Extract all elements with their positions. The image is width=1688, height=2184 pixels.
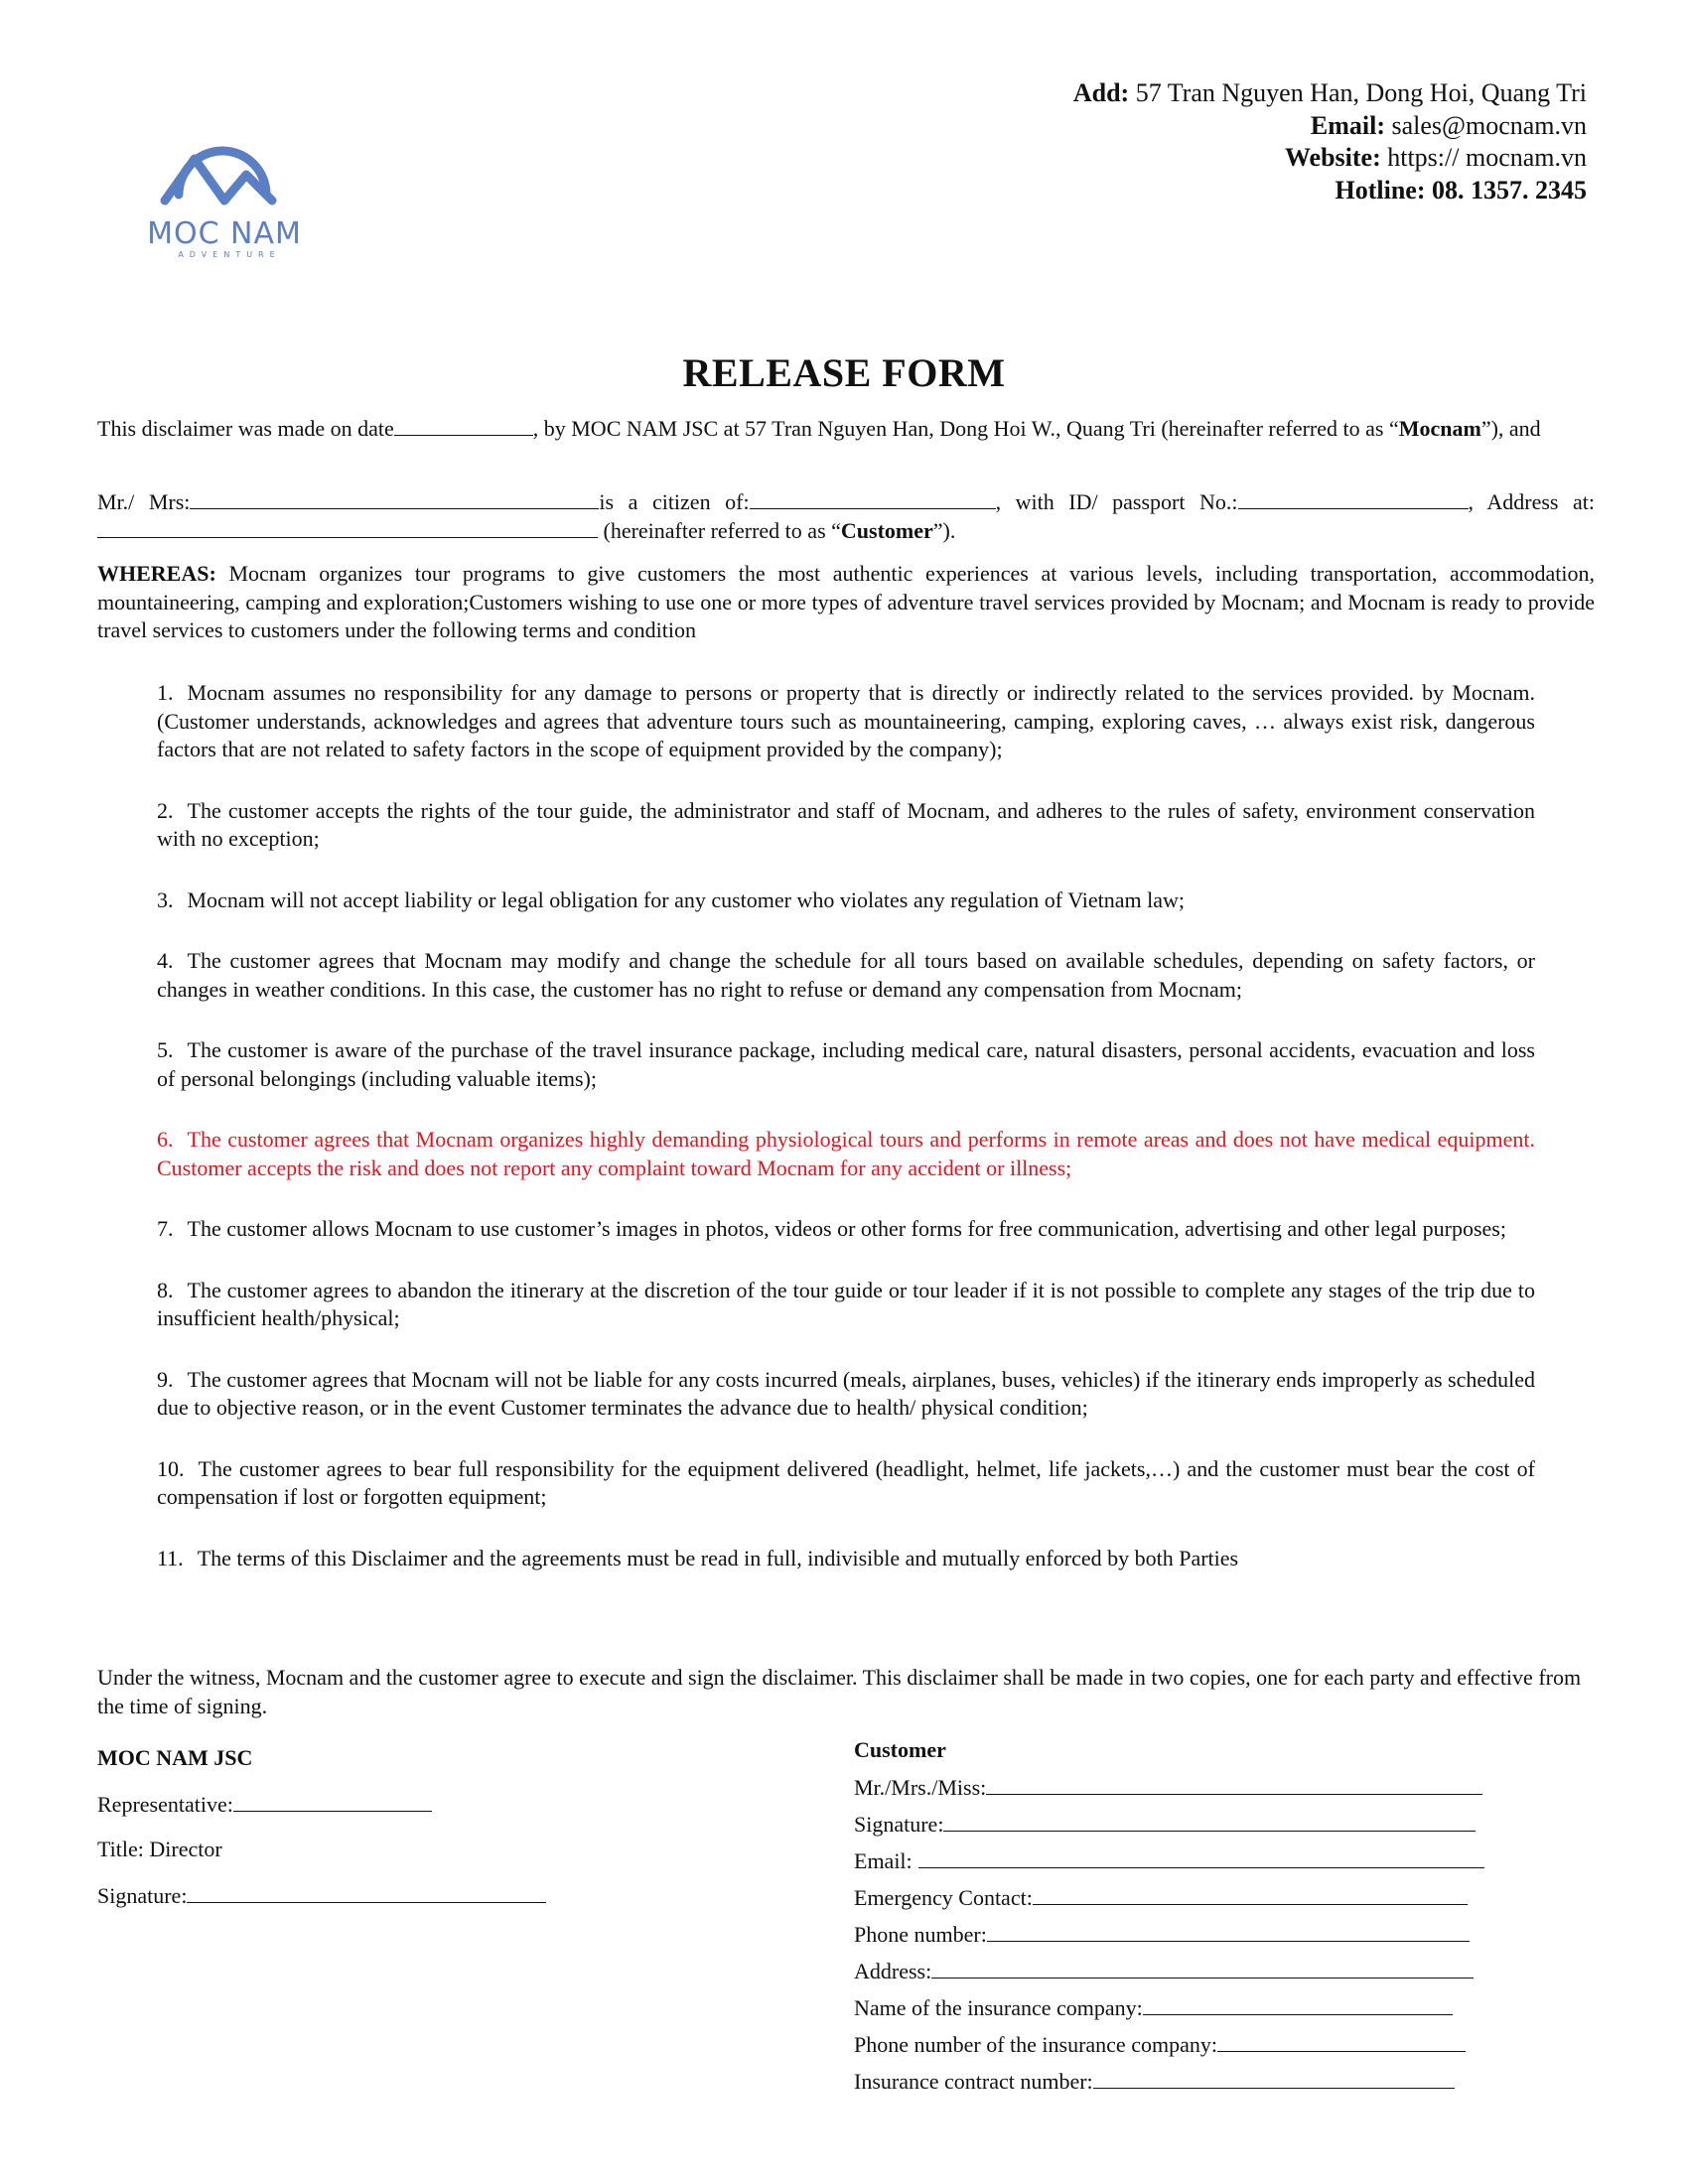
whereas-paragraph: WHEREAS: Mocnam organizes tour programs to give customers the most authentic experiences at various levels, including transportation, accommodation, mountaineering, camping and exploration;Customers wishing to use one or more types of adventure travel services provided by Mocnam; and Mocnam is ready to provide travel services to customers under the following terms and condition bbox=[97, 561, 1595, 642]
term-item: 4. The customer agrees that Mocnam may modify and change the schedule for all tours based on available schedules, depending on safety factors, or changes in weather conditions. In this case, the customer has no right to refuse or demand any compensation from Mocnam; bbox=[157, 948, 1535, 1002]
customer-field-row: Mr./Mrs./Miss: bbox=[854, 1774, 1589, 1811]
customer-field-row: Insurance contract number: bbox=[854, 2068, 1589, 2105]
date-field[interactable] bbox=[394, 415, 533, 436]
page-title: RELEASE FORM bbox=[682, 350, 1006, 395]
contact-website: Website: https:// mocnam.vn bbox=[1284, 143, 1587, 172]
company-title-row: Title: Director bbox=[97, 1837, 222, 1861]
customer-field-row: Name of the insurance company: bbox=[854, 1994, 1589, 2031]
address-field[interactable] bbox=[97, 517, 598, 538]
company-signature-block bbox=[97, 1745, 792, 1928]
representative-row: Representative: bbox=[97, 1791, 792, 1837]
customer-name-line[interactable] bbox=[986, 1774, 1482, 1795]
customer-field-row: Emergency Contact: bbox=[854, 1884, 1589, 1921]
customer-name-field[interactable] bbox=[190, 488, 599, 509]
intro-paragraph: This disclaimer was made on date , by MOC NAM JSC at 57 Tran Nguyen Han, Dong Hoi W., Quang Tri (hereinafter referred to as “Mocnam”), and bbox=[97, 416, 1541, 441]
term-item-highlighted: 6. The customer agrees that Mocnam organizes highly demanding physiological tours and performs in remote areas and does not have medical equipment. Customer accepts the risk and does not report any complaint toward Mocnam for any accident or illness; bbox=[157, 1127, 1535, 1180]
company-heading: MOC NAM JSC bbox=[97, 1745, 253, 1770]
customer-email-line[interactable] bbox=[918, 1847, 1484, 1868]
emergency-contact-line[interactable] bbox=[1033, 1884, 1468, 1905]
insurance-contract-line[interactable] bbox=[1093, 2068, 1455, 2089]
customer-field-row: Phone number: bbox=[854, 1921, 1589, 1958]
term-item: 5. The customer is aware of the purchase of the travel insurance package, including medical care, natural disasters, personal accidents, evacuation and loss of personal belongings (including valuable items); bbox=[157, 1037, 1535, 1091]
term-item: 3. Mocnam will not accept liability or legal obligation for any customer who violates any regulation of Vietnam law; bbox=[157, 887, 1186, 912]
brand-name: MOC NAM bbox=[147, 216, 302, 251]
contact-email: Email: sales@mocnam.vn bbox=[1310, 110, 1587, 140]
contact-block bbox=[792, 77, 1587, 206]
citizenship-field[interactable] bbox=[750, 488, 996, 509]
company-signature-row: Signature: bbox=[97, 1882, 792, 1928]
term-item: 8. The customer agrees to abandon the itinerary at the discretion of the tour guide or tour leader if it is not possible to complete any stages of the trip due to insufficient health/physical; bbox=[157, 1277, 1535, 1330]
customer-signature-block bbox=[854, 1737, 1589, 2105]
term-item: 9. The customer agrees that Mocnam will not be liable for any costs incurred (meals, airplanes, buses, vehicles) if the itinerary ends improperly as scheduled due to objective reason, or in the event Customer terminates the advance due to health/ physical condition; bbox=[157, 1366, 1535, 1420]
term-item: 11. The terms of this Disclaimer and the agreements must be read in full, indivisible and mutually enforced by both Parties bbox=[157, 1545, 1239, 1570]
term-item: 10. The customer agrees to bear full responsibility for the equipment delivered (headlight, helmet, life jackets,…) and the customer must bear the cost of compensation if lost or forgotten equipment; bbox=[157, 1455, 1535, 1509]
witness-paragraph: Under the witness, Mocnam and the customer agree to execute and sign the disclaimer. This disclaimer shall be made in two copies, one for each party and effective from the time of signing. bbox=[97, 1665, 1582, 1718]
customer-signature-line[interactable] bbox=[943, 1811, 1476, 1832]
contact-hotline: Hotline: 08. 1357. 2345 bbox=[1335, 175, 1587, 205]
insurance-phone-line[interactable] bbox=[1217, 2031, 1466, 2052]
customer-identity-paragraph: Mr./ Mrs: is a citizen of: , with ID/ passport No.: , Address at: (hereinafter referred to as “Customer”). bbox=[97, 489, 1595, 543]
customer-field-row: Phone number of the insurance company: bbox=[854, 2031, 1589, 2068]
customer-address-line[interactable] bbox=[931, 1958, 1474, 1979]
company-logo bbox=[107, 117, 336, 266]
company-signature-field[interactable] bbox=[187, 1882, 546, 1903]
passport-field[interactable] bbox=[1238, 488, 1469, 509]
term-item: 7. The customer allows Mocnam to use customer’s images in photos, videos or other forms for free communication, advertising and other legal purposes; bbox=[157, 1216, 1506, 1241]
term-item: 2. The customer accepts the rights of the tour guide, the administrator and staff of Mocnam, and adheres to the rules of safety, environment conservation with no exception; bbox=[157, 797, 1535, 851]
contact-address: Add: 57 Tran Nguyen Han, Dong Hoi, Quang Tri bbox=[1072, 78, 1587, 107]
phone-number-line[interactable] bbox=[987, 1921, 1470, 1942]
brand-tagline: ADVENTURE bbox=[178, 250, 281, 259]
representative-field[interactable] bbox=[233, 1791, 432, 1812]
customer-field-row: Address: bbox=[854, 1958, 1589, 1994]
term-item: 1. Mocnam assumes no responsibility for any damage to persons or property that is directly or indirectly related to the services provided. by Mocnam. (Customer understands, acknowledges and agrees that adventure tours such as mountaineering, camping, exploring caves, … always exist risk, dangerous factors that are not related to safety factors in the scope of equipment provided by the company); bbox=[157, 680, 1535, 761]
customer-heading: Customer bbox=[854, 1737, 946, 1762]
insurance-company-line[interactable] bbox=[1143, 1994, 1453, 2015]
customer-field-row: Signature: bbox=[854, 1811, 1589, 1847]
customer-field-row: Email: bbox=[854, 1847, 1589, 1884]
terms-list bbox=[157, 679, 1535, 1605]
